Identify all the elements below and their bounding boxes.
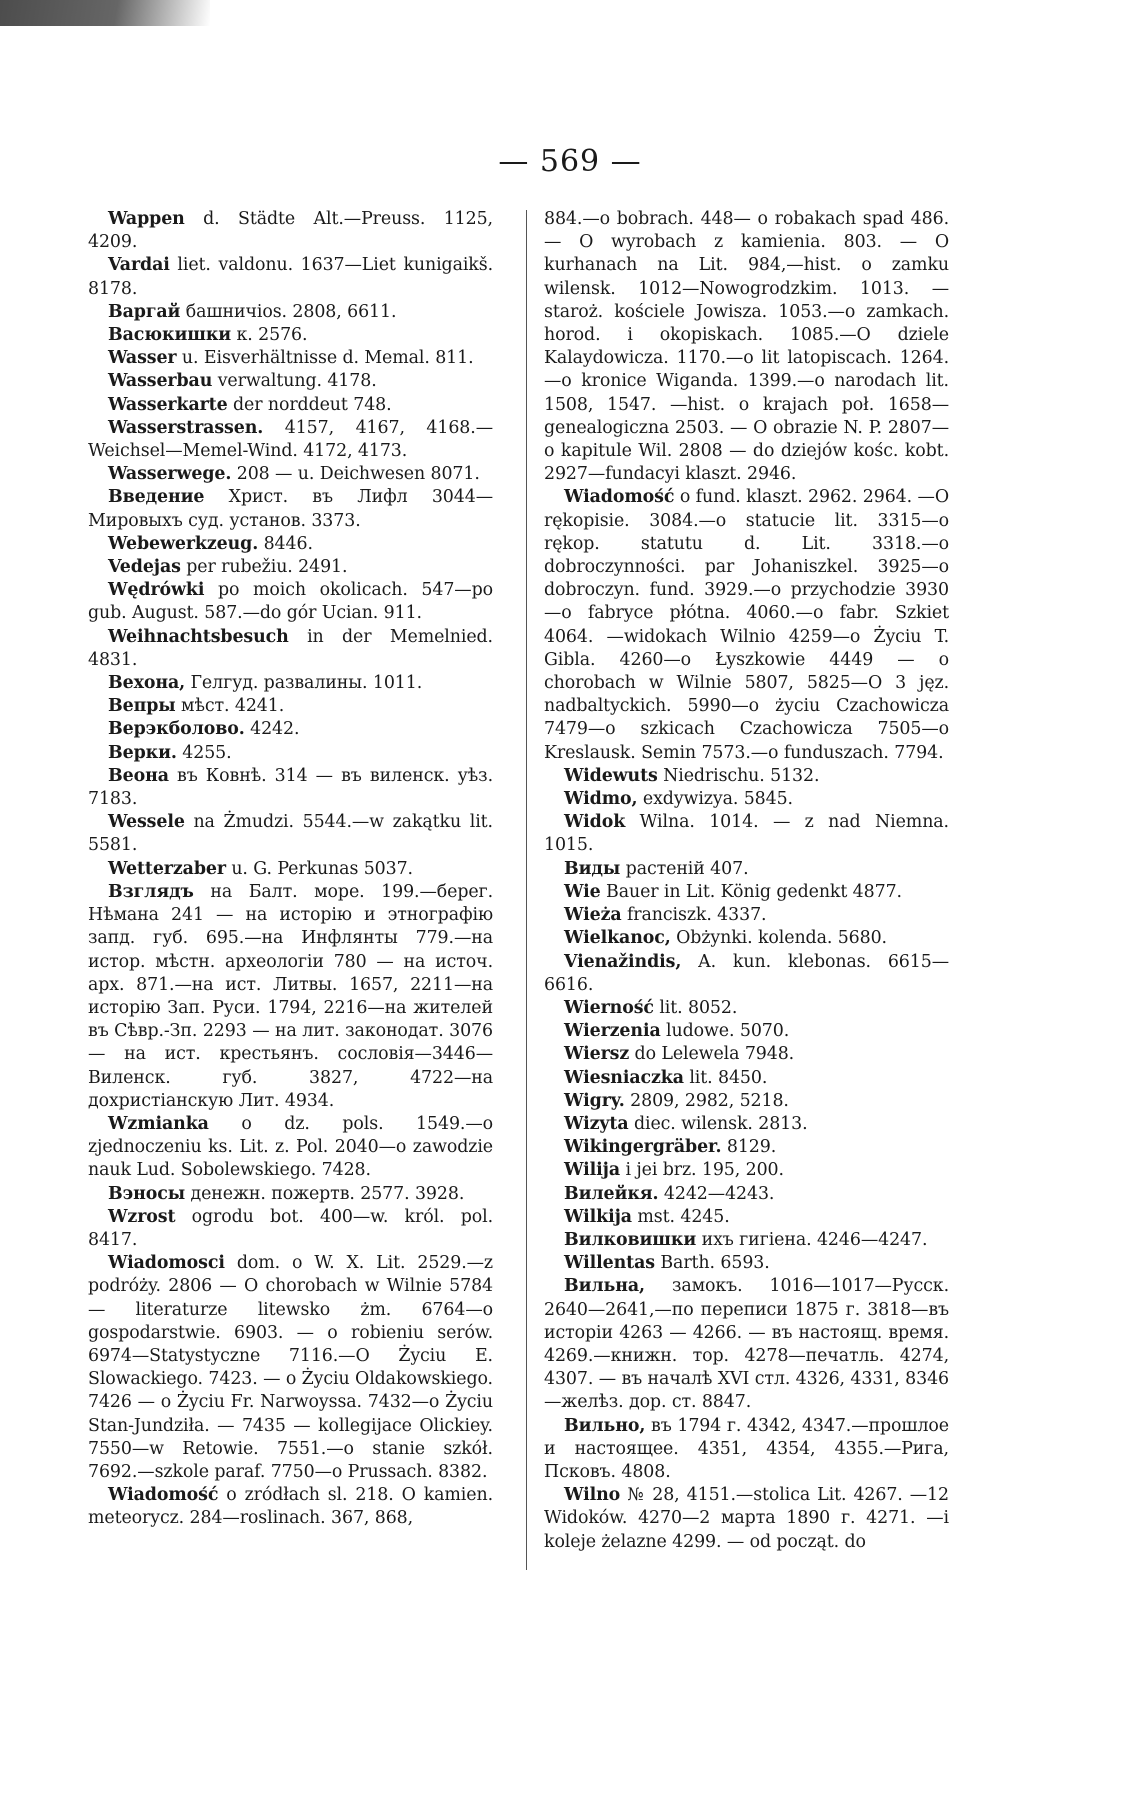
entry-references: въ Ковнѣ. 314 — въ виленск. уѣз. 7183. [88,765,493,810]
entry-references: 8129. [721,1137,777,1158]
page-number: — 569 — [498,144,642,179]
index-entry [88,370,493,393]
index-entry [544,811,949,857]
entry-headword: Верэкболово. [108,719,245,740]
entry-headword: Wierność [564,997,654,1018]
entry-references: ogrodu bot. 400—w. król. pol. 8417. [88,1206,493,1250]
entry-references: Obżynki. kolenda. 5680. [670,928,887,949]
index-entry [544,1484,949,1554]
index-entry [88,324,493,347]
entry-references: mst. 4245. [631,1206,730,1227]
entry-references: diec. wilensk. 2813. [628,1113,808,1134]
entry-references: растеній 407. [620,858,749,879]
entry-references: o zródłach sl. 218. O kamien. meteorycz. 284—roslinach. 367, 868, [88,1485,493,1529]
index-entry [88,208,493,254]
index-entry [88,1113,493,1183]
index-entry [544,1415,949,1485]
entry-headword: Wieża [564,905,622,926]
entry-references: Христ. въ Лифл 3044—Мировыхъ суд. установ. 3373. [88,487,493,531]
index-entry [88,347,493,370]
entry-references: u. Eisverhältnisse d. Memal. 811. [176,348,474,369]
entry-references: № 28, 4151.—stolica Lit. 4267. —12 Widoków. 4270—2 марта 1890 г. 4271. —i koleje żelazne 4299. — od począt. do [544,1485,949,1552]
index-entry [544,486,949,764]
entry-headword: Wiadomość [564,487,675,508]
index-entry [88,254,493,300]
entry-references: 4242—4243. [658,1183,775,1204]
entry-references: 2809, 2982, 5218. [624,1090,789,1111]
index-entry [544,1206,949,1229]
entry-headword: Wiadomosci [108,1253,225,1274]
entry-headword: Wielkanoc, [564,928,671,949]
entry-headword: Варгай [108,301,181,322]
entry-headword: Wilno [564,1485,621,1506]
entry-headword: Webewerkzeug. [108,533,259,554]
entry-references: A. kun. klebonas. 6615—6616. [544,951,949,995]
index-entry [544,1090,949,1113]
entry-headword: Вилейкя. [564,1183,659,1204]
index-entry [544,997,949,1020]
entry-headword: Wigry. [564,1090,625,1111]
entry-references: 4157, 4167, 4168.—Weichsel—Memel-Wind. 4172, 4173. [88,417,493,462]
index-entry [88,417,493,463]
entry-headword: Вепры [108,696,176,717]
index-entry [544,904,949,927]
entry-headword: Взглядъ [108,881,194,902]
entry-references: liet. valdonu. 1637—Liet kunigaikš. 8178. [88,255,493,299]
index-entry [88,695,493,718]
entry-headword: Wie [564,881,601,902]
entry-headword: Weihnachtsbesuch [108,626,289,647]
entry-headword: Wiersz [564,1044,630,1065]
index-entry [544,1020,949,1043]
index-entry [544,1113,949,1136]
entry-headword: Васюкишки [108,325,232,346]
entry-headword: Vienažindis, [564,951,682,972]
entry-references: 8446. [258,533,313,554]
entry-references: der norddeut 748. [227,394,392,415]
entry-references: dom. o W. X. Lit. 2529.—z podróży. 2806 — O chorobach w Wilnie 5784 — literaturze litewsko żm. 6764—o gospodarstwie. 6903. — o robieniu serów. 6974—Statystyczne 7116.—O Życiu E. Slowackiego. 7423. — o Życiu Oldakowskiego. 7426 — o Życiu Fr. Narwoyssa. 7432—o Życiu Stan-Jundziła. — 7435 — kollegijace Olickiey. 7550—w Retowie. 7551.—o stanie szkół. 7692.—szkole paraf. 7750—o Prussach. 8382. [88,1253,493,1482]
entry-headword: Wzrost [108,1206,176,1227]
entry-headword: Wasserkarte [108,394,228,415]
entry-references: 884.—o bobrach. 448— o robakach spad 486. — O wyrobach z kamienia. 803. — O kurhanach na Lit. 984,—hist. o zamku wilensk. 1012—Nowogrodzkim. 1013. — staroż. kościele Jowisza. 1053.—o zamkach. horod. i okopiskach. 1085.—O dziele Kalaydowicza. 1170.—o lit latopiscach. 1264.—o kronice Wiganda. 1399.—o narodach lit. 1508, 1547. —hist. o krajach poł. 1658—genealogiczna 2503. — O obrazie N. P. 2807—o kapitule Wil. 2808 — do dziejów kośc. kobt. 2927—fundacyi klaszt. 2946. [544,209,949,485]
index-column-right [544,208,949,1554]
entry-headword: Wasser [108,348,177,369]
entry-references: 208 — u. Deichwesen 8071. [231,464,480,485]
index-entry [88,626,493,672]
entry-references: u. G. Perkunas 5037. [225,858,413,879]
entry-headword: Wilkija [564,1206,632,1227]
index-entry [88,1484,493,1530]
index-entry [88,881,493,1113]
index-entry [88,1183,493,1206]
entry-references: po moich okolicach. 547—po gub. August. 587.—do gór Ucian. 911. [88,580,493,624]
entry-references: 4242. [244,719,300,740]
index-entry [544,1252,949,1275]
entry-references: o fund. klaszt. 2962. 2964. —O rękopisie. 3084.—o statucie lit. 3315—o rękop. statutu d. Lit. 3318.—o dobroczynności. par Johaniszkel. 3925—o dobroczyn. fund. 3929.—o przychodzie 3930—o fabryce płótna. 4060.—o fabr. Szkiet 4064. —widokach Wilnio 4259—o Życiu T. Gibla. 4260—o Łyszkowie 4449 — o chorobach w Wilnie 5807, 5825—O 3 jęz. nadbaltyckich. 5990—o życiu Czachowicza 7479—o szkicach Czachowicza 7505—o Kreslausk. Semin 7573.—o funduszach. 7794. [544,487,949,763]
entry-headword: Wessele [108,812,185,833]
entry-references: Niedrischu. 5132. [657,765,820,786]
index-entry [544,208,949,486]
scan-edge-mark [0,0,210,26]
index-entry [88,718,493,741]
index-entry [544,881,949,904]
entry-headword: Widewuts [564,765,658,786]
entry-headword: Wikingergräber. [564,1137,722,1158]
entry-references: Bauer in Lit. König gedenkt 4877. [600,881,902,902]
entry-headword: Wasserbau [108,371,213,392]
index-entry [88,811,493,857]
entry-references: башничios. 2808, 6611. [180,301,397,322]
index-entry [544,1183,949,1206]
entry-headword: Wzmianka [108,1113,209,1134]
index-entry [544,927,949,950]
index-entry [544,1136,949,1159]
entry-headword: Vedejas [108,557,181,578]
entry-headword: Введение [108,487,205,508]
index-entry [544,765,949,788]
entry-references: o dz. pols. 1549.—o zjednoczeniu ks. Lit. z. Pol. 2040—o zawodzie nauk Lud. Sobolewskiego. 7428. [88,1113,493,1181]
entry-references: въ 1794 г. 4342, 4347.—прошлое и настоящее. 4351, 4354, 4355.—Рига, Псковъ. 4808. [544,1415,949,1482]
entry-references: денежн. пожертв. 2577. 3928. [185,1183,465,1204]
index-entry [88,1252,493,1484]
entry-headword: Wetterzaber [108,858,226,879]
entry-headword: Vardai [108,255,170,276]
index-entry [88,533,493,556]
entry-headword: Wędrówki [108,580,205,601]
entry-references: Barth. 6593. [654,1253,770,1274]
index-column-left [88,208,493,1531]
entry-headword: Вильно, [564,1415,646,1436]
index-entry [88,742,493,765]
index-entry [88,556,493,579]
entry-headword: Веона [108,765,169,786]
entry-headword: Вэносы [108,1183,186,1204]
entry-headword: Wierzenia [564,1021,661,1042]
entry-references: na Żmudzi. 5544.—w zakątku lit. 5581. [88,812,493,856]
entry-references: d. Städte Alt.—Preuss. 1125, 4209. [88,209,493,253]
entry-references: замокъ. 1016—1017—Русск. 2640—2641,—по переписи 1875 г. 3818—въ исторіи 4263 — 4266. — въ настоящ. время. 4269.—книжн. тор. 4278—печатль. 4274, 4307. — въ началѣ XVI стл. 4326, 4331, 8346—желѣз. дор. ст. 8847. [544,1276,949,1413]
index-entry [544,858,949,881]
entry-references: Wilna. 1014. — z nad Niemna. 1015. [544,812,949,856]
index-entry [544,788,949,811]
entry-headword: Wappen [108,209,185,229]
index-entry [88,301,493,324]
entry-headword: Widmo, [564,789,638,810]
entry-headword: Вилковишки [564,1229,697,1250]
index-entry [88,486,493,532]
index-entry [88,394,493,417]
entry-references: per rubežiu. 2491. [180,557,348,578]
column-divider [526,210,527,1570]
entry-references: in der Memelnied. 4831. [88,626,493,670]
entry-references: franciszk. 4337. [621,905,767,926]
entry-headword: Wasserstrassen. [108,417,264,438]
entry-references: do Lelewela 7948. [629,1044,795,1065]
entry-references: на Балт. море. 199.—берег. Нѣмана 241 — на исторію и этнографію запд. губ. 695.—на Инфлянты 779.—на истор. мѣстн. археологіи 780 — на источ. арх. 871.—на ист. Литвы. 1657, 2211—на исторію Зап. Руси. 1794, 2216—на жителей въ Сѣвр.-Зп. 2293 — на лит. законодат. 3076 — на ист. крестьянъ. сословія—3446—Виленск. губ. 3827, 4722—на дохристіанскую Лит. 4934. [88,881,493,1111]
entry-headword: Wiesniaczka [564,1067,684,1088]
entry-headword: Виды [564,858,621,879]
index-entry [88,463,493,486]
entry-headword: Вехона, [108,673,186,694]
entry-references: ludowe. 5070. [660,1021,790,1042]
index-entry [544,1275,949,1414]
index-entry [544,1159,949,1182]
entry-headword: Wilija [564,1160,621,1181]
index-entry [88,1206,493,1252]
entry-headword: Верки. [108,742,177,763]
entry-headword: Willentas [564,1253,655,1274]
index-entry [544,1067,949,1090]
entry-references: lit. 8450. [683,1067,768,1088]
index-entry [544,951,949,997]
entry-headword: Wasserwege. [108,464,232,485]
entry-references: verwaltung. 4178. [212,371,377,392]
index-entry [88,579,493,625]
entry-references: ихъ гигіена. 4246—4247. [696,1229,928,1250]
entry-references: Гелгуд. развалины. 1011. [185,673,423,694]
entry-references: к. 2576. [231,325,308,346]
index-entry [88,672,493,695]
entry-headword: Widok [564,812,626,833]
entry-references: exdywizya. 5845. [637,789,793,810]
index-entry [88,858,493,881]
entry-references: lit. 8052. [653,997,738,1018]
index-entry [544,1043,949,1066]
entry-headword: Wiadomość [108,1485,219,1506]
index-entry [544,1229,949,1252]
entry-headword: Wizyta [564,1113,629,1134]
index-entry [88,765,493,811]
entry-references: мѣст. 4241. [175,696,285,717]
entry-references: i jei brz. 195, 200. [620,1160,784,1181]
entry-references: 4255. [176,742,232,763]
entry-headword: Вильна, [564,1276,646,1297]
